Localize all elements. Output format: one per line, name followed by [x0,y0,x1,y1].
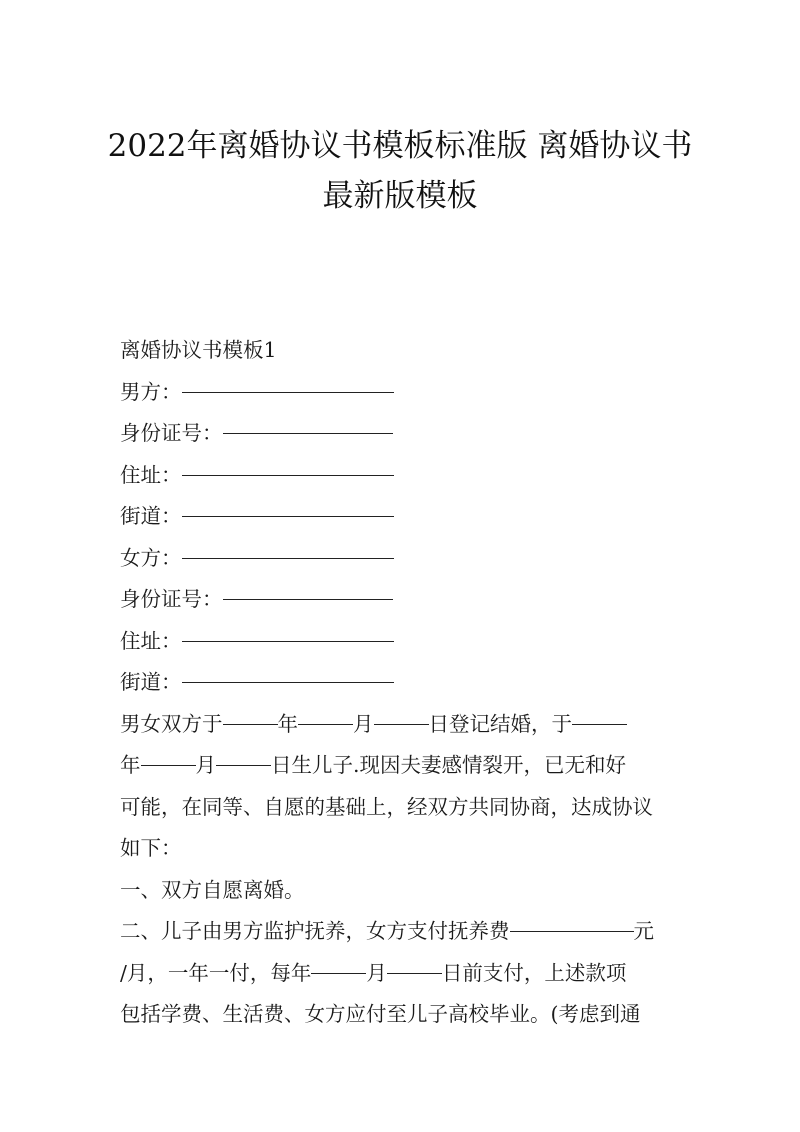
paragraph-line [120,745,685,787]
blank-underline [182,618,394,642]
clause-2-line [120,911,685,953]
text-run: 年 [277,711,298,736]
section-heading: 离婚协议书模板1 [120,338,277,362]
field-label: 街道： [120,670,182,694]
paragraph-line [120,704,685,746]
field-male-id [120,413,685,455]
field-female-address [120,621,685,663]
blank-underline [223,701,278,725]
document-body [120,330,685,1036]
field-female-street [120,662,685,704]
blank-underline [311,950,366,974]
field-label: 住址： [120,628,182,653]
blank-underline [182,369,394,393]
blank-underline [182,659,394,683]
document-title-line-1: 2022年离婚协议书模板标准版 离婚协议书 [107,128,693,164]
field-male-street [120,496,685,538]
field-label: 女方： [120,545,182,570]
blank-underline [223,410,393,434]
blank-underline [572,701,627,725]
blank-underline [387,950,442,974]
field-male-party [120,372,685,414]
text-run: 男女双方于 [120,711,223,736]
paragraph-line: 如下： [120,836,182,860]
field-label: 身份证号： [120,587,223,611]
text-run: 日生儿子.现因夫妻感情裂开，已无和好 [271,753,627,777]
blank-underline [298,701,353,725]
text-run: 二、儿子由男方监护抚养，女方支付抚养费 [120,919,510,943]
field-label: 身份证号： [120,421,223,445]
field-female-id [120,579,685,621]
blank-underline [141,742,196,766]
blank-underline [374,701,429,725]
blank-underline [510,908,634,932]
text-run: 日登记结婚，于 [428,711,572,736]
blank-underline [182,452,394,476]
document-title-line-2: 最新版模板 [322,178,478,214]
field-label: 街道： [120,504,182,528]
clause-2-line: 包括学费、生活费、女方应付至儿子高校毕业。(考虑到通 [120,1002,641,1026]
blank-underline [182,493,394,517]
field-label: 男方： [120,379,182,404]
text-run: 日前支付，上述款项 [441,960,627,985]
clause-1: 一、双方自愿离婚。 [120,877,305,902]
blank-underline [223,576,393,600]
text-run: 年 [120,753,141,777]
text-run: /月，一年一付，每年 [120,960,312,985]
blank-underline [216,742,271,766]
text-run: 元 [633,919,654,943]
paragraph-line: 可能，在同等、自愿的基础上，经双方共同协商，达成协议 [120,794,653,819]
clause-2-line [120,953,685,995]
blank-underline [182,535,394,559]
field-label: 住址： [120,462,182,487]
text-run: 月 [366,960,387,985]
field-male-address [120,455,685,497]
text-run: 月 [195,753,216,777]
field-female-party [120,538,685,580]
text-run: 月 [353,711,374,736]
